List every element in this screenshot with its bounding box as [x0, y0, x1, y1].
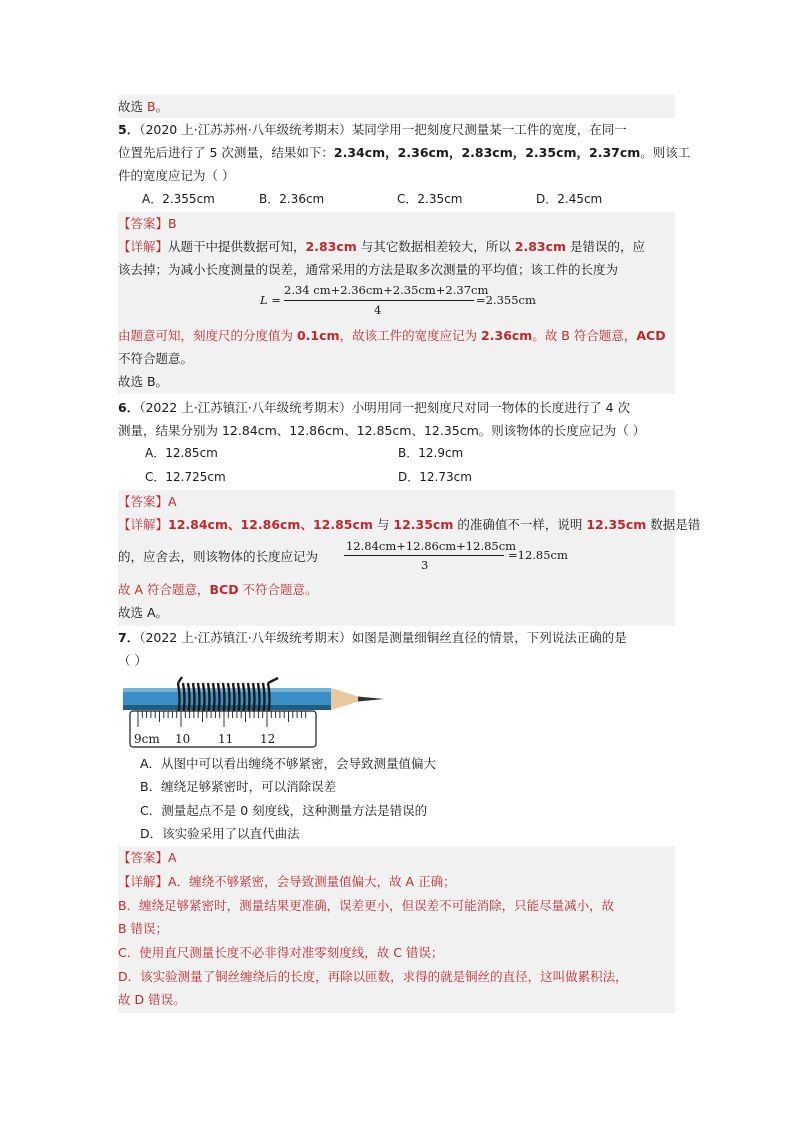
q5-detail-line3: [118, 324, 675, 347]
q7-detail-line2: B．缠绕足够紧密时，测量结果更准确，误差更小，但误差不可能消除，只能尽量减小，故: [118, 898, 615, 913]
ruler-label-10: 10: [175, 732, 191, 746]
q6-d1c: 12.35cm: [393, 517, 454, 532]
q5-d3c: ，故该工件的宽度应记为: [339, 328, 482, 343]
q7-d1: A．缠绕不够紧密，会导致测量值偏大，故 A 正确；: [168, 874, 456, 889]
q7-option-b: B．缠绕足够紧密时，可以消除误差: [140, 779, 337, 794]
q7-option-c: C．测量起点不是 0 刻度线，这种测量方法是错误的: [140, 803, 428, 818]
q6-d1b: 与: [372, 517, 394, 532]
q5-stem-text3: 件的宽度应记为（ ）: [118, 168, 235, 183]
q5-formula-numerator: 2.34 cm+2.36cm+2.35cm+2.37cm: [284, 283, 489, 297]
q5-detail-text3: 是错误的，应: [566, 239, 646, 254]
q7-detail-line5: D．该实验测量了铜丝缠绕后的长度，再除以匝数，求得的就是铜丝的直径，这叫做累积法，: [118, 969, 628, 984]
q5-values: 2.34cm，2.36cm，2.83cm，2.35cm，2.37cm: [333, 145, 641, 160]
q6-option-b: B．12.9cm: [398, 446, 464, 460]
q6-formula-numerator: 12.84cm+12.86cm+12.85cm: [346, 539, 517, 553]
q6-d1d: 的准确值不一样，说明: [453, 517, 587, 532]
q5-stem-line2: [118, 141, 691, 164]
q6-answer: 【答案】A: [118, 494, 177, 509]
q6-option-d: D．12.73cm: [398, 470, 472, 484]
q6-formula-rhs: =12.85cm: [508, 548, 568, 562]
q5-stem-text2: 位置先后进行了 5 次测量，结果如下：: [118, 145, 334, 160]
q7-option-a: A．从图中可以看出缠绕不够紧密，会导致测量值偏大: [140, 756, 437, 771]
q6-final: 故选 A。: [118, 605, 169, 620]
q6-d1e: 12.35cm: [586, 517, 647, 532]
q5-detail-val2: 2.83cm: [514, 239, 567, 254]
q7-figure: [118, 674, 388, 750]
q7-detail-line4: C．使用直尺测量长度不必非得对准零刻度线，故 C 错误；: [118, 945, 444, 960]
pencil-lead: [358, 697, 384, 702]
q6-d3a: 故 A 符合题意，: [118, 582, 210, 597]
q5-formula-denominator: 4: [374, 303, 382, 317]
q6-stem-line2: 测量，结果分别为 12.84cm、12.86cm、12.85cm、12.35cm。则该物体的长度应记为（ ）: [118, 423, 646, 438]
q6-source: （2022 上·江苏镇江·八年级统考期末）: [139, 400, 352, 415]
q5-detail-line1: [118, 235, 675, 258]
q7-detail-label: 【详解】: [118, 874, 169, 889]
q6-d3c: 不符合题意。: [238, 582, 318, 597]
q7-detail-line6: 故 D 错误。: [118, 992, 186, 1007]
q5-d3f: ACD: [636, 328, 666, 343]
q5-stem-end: 。则该工: [640, 145, 691, 160]
q7-option-d: D．该实验采用了以直代曲法: [140, 826, 300, 841]
q5-detail-text2: 与其它数据相差较大，所以: [356, 239, 515, 254]
q5-d3a: 由题意可知，刻度尺的分度值为: [118, 328, 297, 343]
ruler-label-11: 11: [218, 732, 234, 746]
q5-option-c: C．2.35cm: [397, 192, 463, 206]
q7-number: 7．: [118, 630, 140, 645]
q7-detail-line1: [118, 870, 675, 893]
q5-final: 故选 B。: [118, 374, 169, 389]
q5-detail-val1: 2.83cm: [305, 239, 357, 254]
q7-detail-line3: B 错误；: [118, 921, 169, 936]
final-choice: B: [146, 99, 156, 114]
q5-answer: 【答案】B: [118, 216, 177, 231]
q6-d1f: 数据是错: [646, 517, 701, 532]
q6-stem-line1: [118, 396, 675, 419]
q7-source: （2022 上·江苏镇江·八年级统考期末）: [139, 630, 352, 645]
q5-detail-text: 从题干中提供数据可知，: [168, 239, 306, 254]
q5-d3d: 2.36cm: [481, 328, 533, 343]
final-end: 。: [155, 99, 169, 114]
q6-formula-bar: [344, 555, 504, 556]
q6-stem-text: 小明用同一把刻度尺对同一物体的长度进行了 4 次: [351, 400, 631, 415]
q6-detail-line2: 的，应舍去，则该物体的长度应记为: [118, 549, 319, 564]
q5-d3e: 。故 B 符合题意，: [532, 328, 637, 343]
q5-formula-rhs: =2.355cm: [476, 293, 536, 307]
q5-option-b: B．2.36cm: [259, 192, 325, 206]
q5-formula-lhs: L =: [260, 293, 281, 307]
q6-option-c: C．12.725cm: [145, 470, 226, 484]
ruler-label-9cm: 9cm: [134, 732, 160, 746]
pencil-highlight: [123, 688, 331, 692]
q6-detail-line3: [118, 578, 675, 601]
q5-formula-bar: [284, 300, 474, 301]
q5-option-d: D．2.45cm: [536, 192, 603, 206]
q6-number: 6．: [118, 400, 140, 415]
q6-formula-denominator: 3: [421, 558, 429, 572]
q5-detail-line2: 该去掉；为减小长度测量的误差，通常采用的方法是取多次测量的平均值；该工件的长度为: [118, 262, 619, 277]
q7-stem-line1: [118, 626, 675, 649]
q6-detail-label: 【详解】: [118, 517, 169, 532]
q6-option-a: A．12.85cm: [145, 446, 218, 460]
q5-number: 5．: [118, 122, 140, 137]
q6-detail-line1: [118, 513, 701, 536]
pencil-shadow: [123, 705, 331, 710]
q5-stem-line1: [118, 118, 675, 141]
ruler-label-12: 12: [260, 732, 276, 746]
q7-answer: 【答案】A: [118, 850, 177, 865]
q5-option-a: A．2.355cm: [142, 192, 215, 206]
q6-d3b: BCD: [209, 582, 239, 597]
final-text: 故选: [118, 99, 147, 114]
q5-detail-line4: 不符合题意。: [118, 351, 194, 366]
q7-stem-text: 如图是测量细铜丝直径的情景，下列说法正确的是: [351, 630, 627, 645]
q5-d3b: 0.1cm: [296, 328, 340, 343]
q5-detail-label: 【详解】: [118, 239, 169, 254]
q6-d1a: 12.84cm、12.86cm、12.85cm: [168, 517, 373, 532]
q7-stem-line2: （ ）: [118, 653, 147, 668]
q5-stem-text: 某同学用一把刻度尺测量某一工件的宽度，在同一: [351, 122, 627, 137]
q5-source: （2020 上·江苏苏州·八年级统考期末）: [139, 122, 352, 137]
q5-stem-line3: [118, 164, 675, 187]
prev-final-line: [118, 95, 675, 118]
